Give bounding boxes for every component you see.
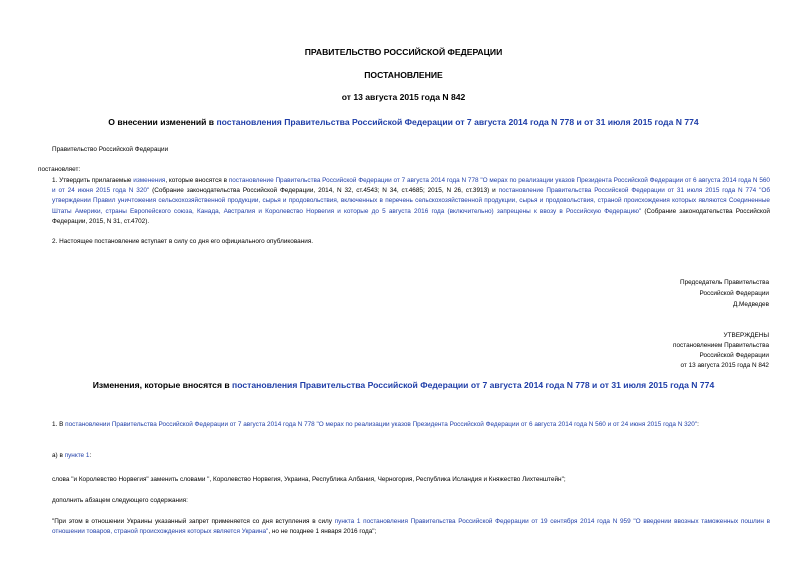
document-date-number: от 13 августа 2015 года N 842 <box>341 92 466 102</box>
quote-text-2: , но не позднее 1 января 2016 года"; <box>268 528 377 536</box>
paragraph-2: 2. Настоящее постановление вступает в силу со дня его официального опубликования. <box>52 238 314 245</box>
government-heading: ПРАВИТЕЛЬСТВО РОССИЙСКОЙ ФЕДЕРАЦИИ <box>304 47 503 57</box>
p1-text-3: (Собрание законодательства Российской Федерации, 2014, N 32, ст.4543; N 34, ст.4685; 2015, N 26, ст.3913) и <box>149 187 499 195</box>
item1-number: 1. В <box>52 421 66 428</box>
subitem-a <box>52 451 91 461</box>
changes-title-prefix: Изменения, которые вносятся в <box>92 380 233 390</box>
title-prefix: О внесении изменений в <box>108 117 217 127</box>
p1-text-4: (Собрание законодательства Российской Федерации, 2015, N 31, ст.4702). <box>52 207 770 225</box>
intro-text: Правительство Российской Федерации <box>52 146 169 153</box>
title-link[interactable]: постановления Правительства Российской Федерации от 7 августа 2014 года N 778 и от 31 июля 2015 года N 774 <box>216 117 699 127</box>
subitem-a-end: : <box>89 452 92 459</box>
changes-link[interactable]: изменения <box>133 177 166 184</box>
resolution-778-link[interactable]: постановление Правительства Российской Федерации от 7 августа 2014 года N 778 "О мерах по реализации указов Президента Российской Федерации от 6 августа 2014 года N 560 и от 24 июня 2015 года N 320" <box>52 177 770 195</box>
approved-line-4: от 13 августа 2015 года N 842 <box>680 362 769 369</box>
postanovlyaet-text: постановляет: <box>38 166 81 173</box>
changes-title <box>0 380 807 390</box>
supplement-text: дополнить абзацем следующего содержания: <box>52 497 188 504</box>
change-item-1 <box>52 420 770 430</box>
words-replacement: слова "и Королевство Норвегия" заменить словами ", Королевство Норвегия, Украина, Республика Албания, Черногория, Республика Исландия и Княжество Лихтенштейн"; <box>52 476 566 483</box>
subitem-a-prefix: а) в <box>52 452 65 459</box>
p1-text-2: , которые вносятся в <box>165 177 229 184</box>
document-type: ПОСТАНОВЛЕНИЕ <box>364 70 443 80</box>
approved-line-2: постановлением Правительства <box>673 342 769 349</box>
paragraph-1 <box>52 176 770 227</box>
resolution-959-link[interactable]: пункта 1 постановления Правительства Российской Федерации от 19 сентября 2014 года N 959 "О введении ввозных таможенных пошлин в отношении товаров, страной происхождения которых является Украина" <box>52 518 770 536</box>
p1-text-1: 1. Утвердить прилагаемые <box>52 177 134 184</box>
signature-title: Председатель Правительства <box>680 279 769 286</box>
quote-text-1: "При этом в отношении Украины указанный запрет применяется со дня вступления в силу <box>52 518 335 525</box>
signature-org: Российской Федерации <box>699 290 769 297</box>
changes-title-link[interactable]: постановления Правительства Российской Федерации от 7 августа 2014 года N 778 и от 31 июля 2015 года N 774 <box>232 380 715 390</box>
resolution-774-link[interactable]: постановление Правительства Российской Федерации от 31 июля 2015 года N 774 "Об утверждении Правил уничтожения сельскохозяйственной продукции, сырья и продовольствия, включенных в перечень сельскохозяйственной продукции, сырья и продовольствия, страной происхождения которых являются Соединенные Штаты Америки, страны Европейского союза, Канада, Австралия и Королевство Норвегия и которые до 5 августа 2016 года (включительно) запрещены к ввозу в Российскую Федерацию" <box>52 187 770 215</box>
approved-line-3: Российской Федерации <box>699 352 769 359</box>
signature-name: Д.Медведев <box>732 301 769 308</box>
item1-end: : <box>697 421 699 428</box>
point-1-link[interactable]: пункте 1 <box>64 452 90 459</box>
approved-heading: УТВЕРЖДЕНЫ <box>723 332 769 339</box>
document-title <box>0 117 807 127</box>
item1-link[interactable]: постановлении Правительства Российской Федерации от 7 августа 2014 года N 778 "О мерах по реализации указов Президента Российской Федерации от 6 августа 2014 года N 560 и от 24 июня 2015 года N 320" <box>65 421 698 428</box>
quote-paragraph <box>52 517 770 537</box>
